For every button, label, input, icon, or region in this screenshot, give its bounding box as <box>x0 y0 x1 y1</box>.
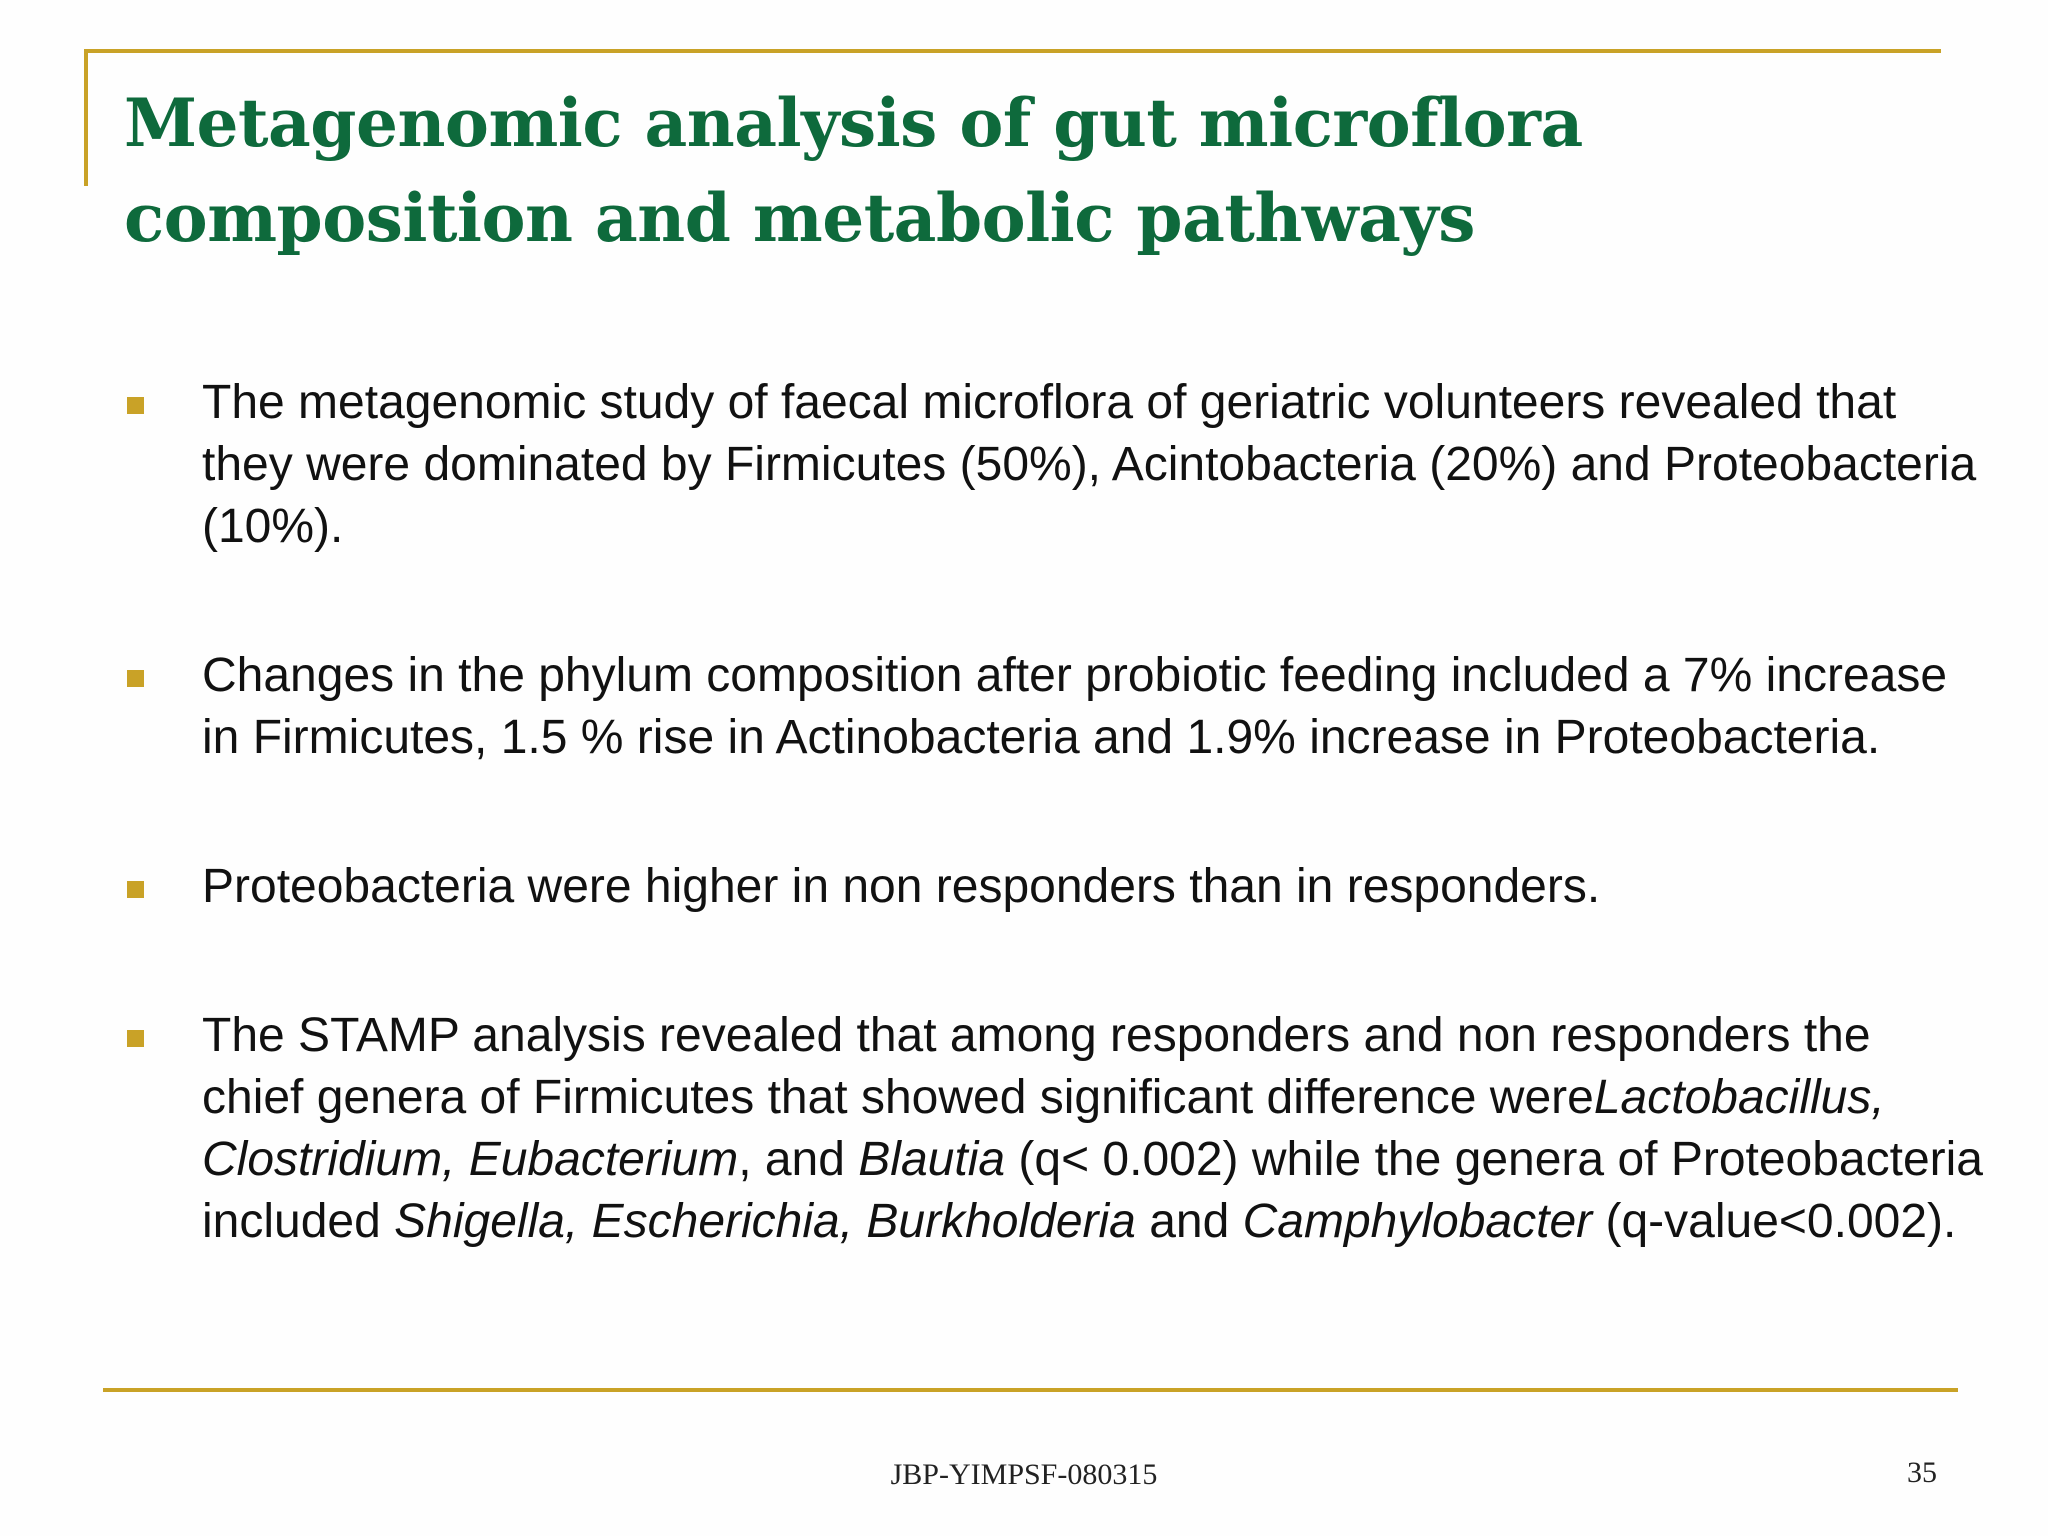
square-bullet-icon <box>127 397 144 414</box>
page-number: 35 <box>1907 1456 1937 1489</box>
genus-names-italic: Lactobacillus, Clostridium, Eubacterium <box>202 1071 1885 1186</box>
bullet-item <box>124 856 1984 918</box>
bullet-item <box>124 372 1984 558</box>
left-border-line <box>84 49 88 186</box>
bullet-text: The metagenomic study of faecal microflora of geriatric volunteers revealed that they were dominated by Firmicutes (50%), Acintobacteria (20%) and Proteobacteria (10%). <box>202 376 1977 553</box>
bullet-text: The STAMP analysis revealed that among responders and non responders the chief genera of Firmicutes that showed significant difference wereLactobacillus, Clostridium, Eubacterium, and Blautia (q< 0.002) while the genera of Proteobacteria included Shigella, Escherichia, Burkholderia and Camphylobacter (q-value<0.002). <box>202 1009 1983 1248</box>
top-border-line <box>84 49 1941 53</box>
bullet-item <box>124 645 1984 769</box>
bottom-border-line <box>103 1388 1958 1392</box>
bullet-list <box>124 372 1984 1253</box>
bullet-item <box>124 1005 1984 1253</box>
bullet-text: Changes in the phylum composition after probiotic feeding included a 7% increase in Firmicutes, 1.5 % rise in Actinobacteria and 1.9% increase in Proteobacteria. <box>202 649 1948 764</box>
genus-name-italic: Blautia <box>858 1133 1006 1186</box>
footer-text: JBP-YIMPSF-080315 <box>890 1458 1158 1491</box>
genus-names-italic: Shigella, Escherichia, Burkholderia <box>394 1195 1136 1248</box>
square-bullet-icon <box>127 881 144 898</box>
slide-title: Metagenomic analysis of gut microflora composition and metabolic pathways <box>124 84 1583 257</box>
bullet-text: Proteobacteria were higher in non responders than in responders. <box>202 860 1601 913</box>
genus-name-italic: Camphylobacter <box>1242 1195 1593 1248</box>
square-bullet-icon <box>127 1030 144 1047</box>
square-bullet-icon <box>127 670 144 687</box>
